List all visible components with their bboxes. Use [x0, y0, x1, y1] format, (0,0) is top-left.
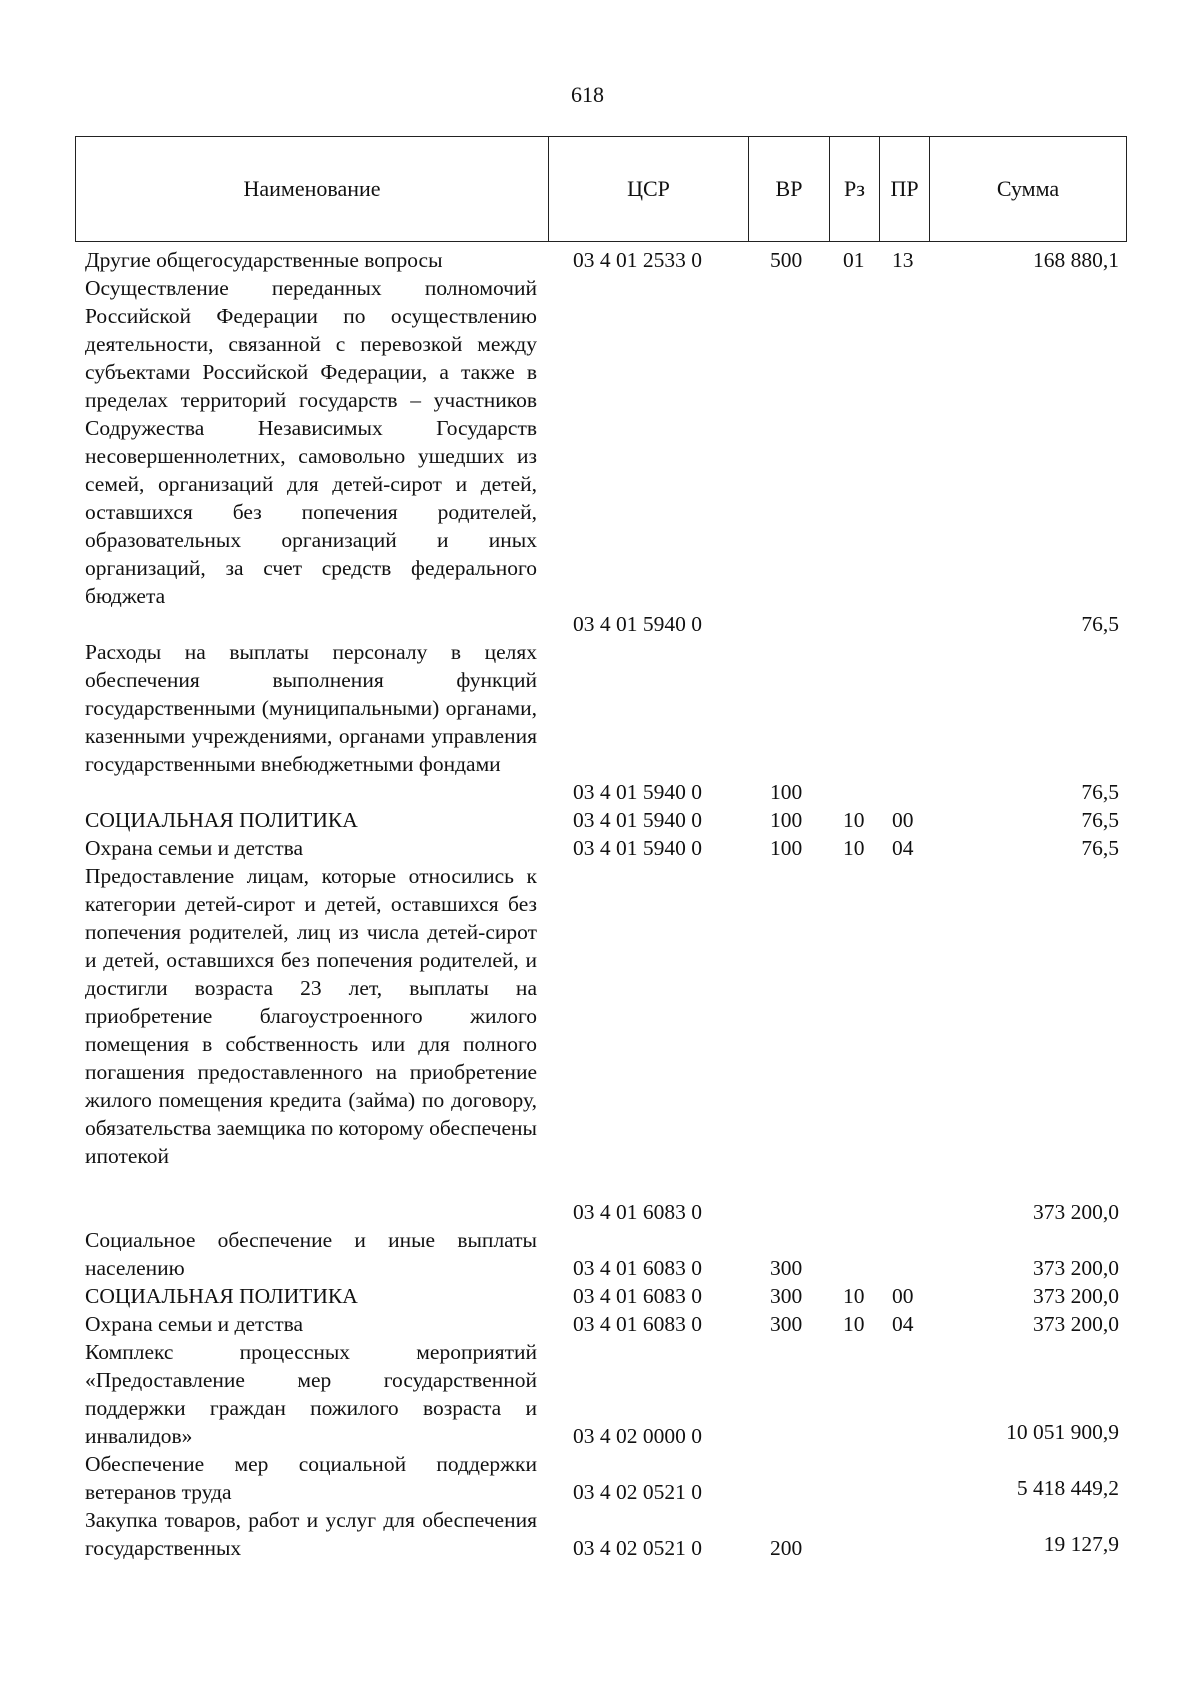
row-sum: 76,5 — [1081, 780, 1119, 804]
row-csr: 03 4 01 5940 0 — [573, 612, 702, 636]
header-name: Наименование — [243, 176, 381, 201]
header-csr: ЦСР — [548, 137, 748, 241]
header-rz: Рз — [829, 137, 879, 241]
page-number: 618 — [571, 82, 604, 107]
row-pr: 13 — [892, 248, 914, 272]
row-sum: 168 880,1 — [1033, 248, 1119, 272]
table-row — [0, 246, 1200, 274]
row-name: Закупка товаров, работ и услуг для обеспечения государственных — [85, 1508, 537, 1560]
table-row — [0, 274, 1200, 638]
table-row — [0, 1450, 1200, 1506]
row-csr: 03 4 01 5940 0 — [573, 836, 702, 860]
row-sum: 76,5 — [1081, 612, 1119, 636]
table-row — [0, 1310, 1200, 1338]
table-row — [0, 834, 1200, 862]
row-csr: 03 4 01 6083 0 — [573, 1256, 702, 1280]
row-vr: 300 — [770, 1284, 803, 1308]
row-vr: 200 — [770, 1536, 803, 1560]
row-csr: 03 4 01 5940 0 — [573, 808, 702, 832]
row-name: Охрана семьи и детства — [85, 1312, 304, 1336]
row-name: Обеспечение мер социальной поддержки ветеранов труда — [85, 1452, 537, 1504]
row-pr: 04 — [892, 836, 914, 860]
row-vr: 300 — [770, 1312, 803, 1336]
row-sum: 10 051 900,9 — [1006, 1420, 1119, 1444]
row-sum: 373 200,0 — [1033, 1200, 1119, 1224]
row-csr: 03 4 01 6083 0 — [573, 1284, 702, 1308]
row-csr: 03 4 01 6083 0 — [573, 1312, 702, 1336]
header-pr: ПР — [879, 137, 929, 241]
row-rz: 01 — [843, 248, 865, 272]
table-body — [0, 246, 1200, 1562]
row-vr: 100 — [770, 780, 803, 804]
row-sum: 373 200,0 — [1033, 1256, 1119, 1280]
row-csr: 03 4 01 2533 0 — [573, 248, 702, 272]
header-vr: ВР — [748, 137, 829, 241]
row-vr: 100 — [770, 836, 803, 860]
table-row — [0, 862, 1200, 1226]
table-row — [0, 1226, 1200, 1282]
row-pr: 04 — [892, 1312, 914, 1336]
row-vr: 100 — [770, 808, 803, 832]
table-row — [0, 1338, 1200, 1450]
row-name: Расходы на выплаты персоналу в целях обеспечения выполнения функций государственными (муниципальными) органами, казенными учреждениями, органами управления государственными внебюджетными фондами — [85, 640, 537, 776]
row-name: Социальное обеспечение и иные выплаты населению — [85, 1228, 537, 1280]
row-sum: 5 418 449,2 — [1016, 1476, 1119, 1500]
row-name: СОЦИАЛЬНАЯ ПОЛИТИКА — [85, 1284, 358, 1308]
row-name: СОЦИАЛЬНАЯ ПОЛИТИКА — [85, 808, 358, 832]
row-rz: 10 — [843, 808, 865, 832]
row-name: Другие общегосударственные вопросы — [85, 248, 443, 272]
table-row — [0, 638, 1200, 806]
row-rz: 10 — [843, 1312, 865, 1336]
table-header — [75, 136, 1127, 242]
row-rz: 10 — [843, 1284, 865, 1308]
row-rz: 10 — [843, 836, 865, 860]
row-name: Осуществление переданных полномочий Российской Федерации по осуществлению деятельности, связанной с перевозкой между субъектами Российской Федерации, а также в пределах территорий государств – участников Содружества Независимых Государств несовершеннолетних, самовольно ушедших из семей, организаций для детей-сирот и детей, оставшихся без попечения родителей, образовательных организаций и иных организаций, за счет средств федерального бюджета — [85, 276, 537, 608]
row-sum: 76,5 — [1081, 836, 1119, 860]
table-row — [0, 1282, 1200, 1310]
row-csr: 03 4 02 0521 0 — [573, 1536, 702, 1560]
row-csr: 03 4 01 5940 0 — [573, 780, 702, 804]
row-csr: 03 4 01 6083 0 — [573, 1200, 702, 1224]
header-sum: Сумма — [929, 137, 1126, 241]
table-row — [0, 1506, 1200, 1562]
table-row — [0, 806, 1200, 834]
row-name: Охрана семьи и детства — [85, 836, 304, 860]
row-name: Предоставление лицам, которые относились к категории детей-сирот и детей, оставшихся без попечения родителей, лиц из числа детей-сирот и детей, оставшихся без попечения родителей, и достигли возраста 23 лет, выплаты на приобретение благоустроенного жилого помещения в собственность или для полного погашения предоставленного на приобретение жилого помещения кредита (займа) по договору, обязательства заемщика по которому обеспечены ипотекой — [85, 864, 537, 1168]
row-csr: 03 4 02 0521 0 — [573, 1480, 702, 1504]
row-sum: 76,5 — [1081, 808, 1119, 832]
row-sum: 373 200,0 — [1033, 1312, 1119, 1336]
row-pr: 00 — [892, 808, 914, 832]
row-vr: 500 — [770, 248, 803, 272]
row-pr: 00 — [892, 1284, 914, 1308]
row-name: Комплекс процессных мероприятий «Предоставление мер государственной поддержки граждан пожилого возраста и инвалидов» — [85, 1340, 537, 1448]
row-sum: 373 200,0 — [1033, 1284, 1119, 1308]
row-sum: 19 127,9 — [1043, 1532, 1119, 1556]
row-csr: 03 4 02 0000 0 — [573, 1424, 702, 1448]
row-vr: 300 — [770, 1256, 803, 1280]
